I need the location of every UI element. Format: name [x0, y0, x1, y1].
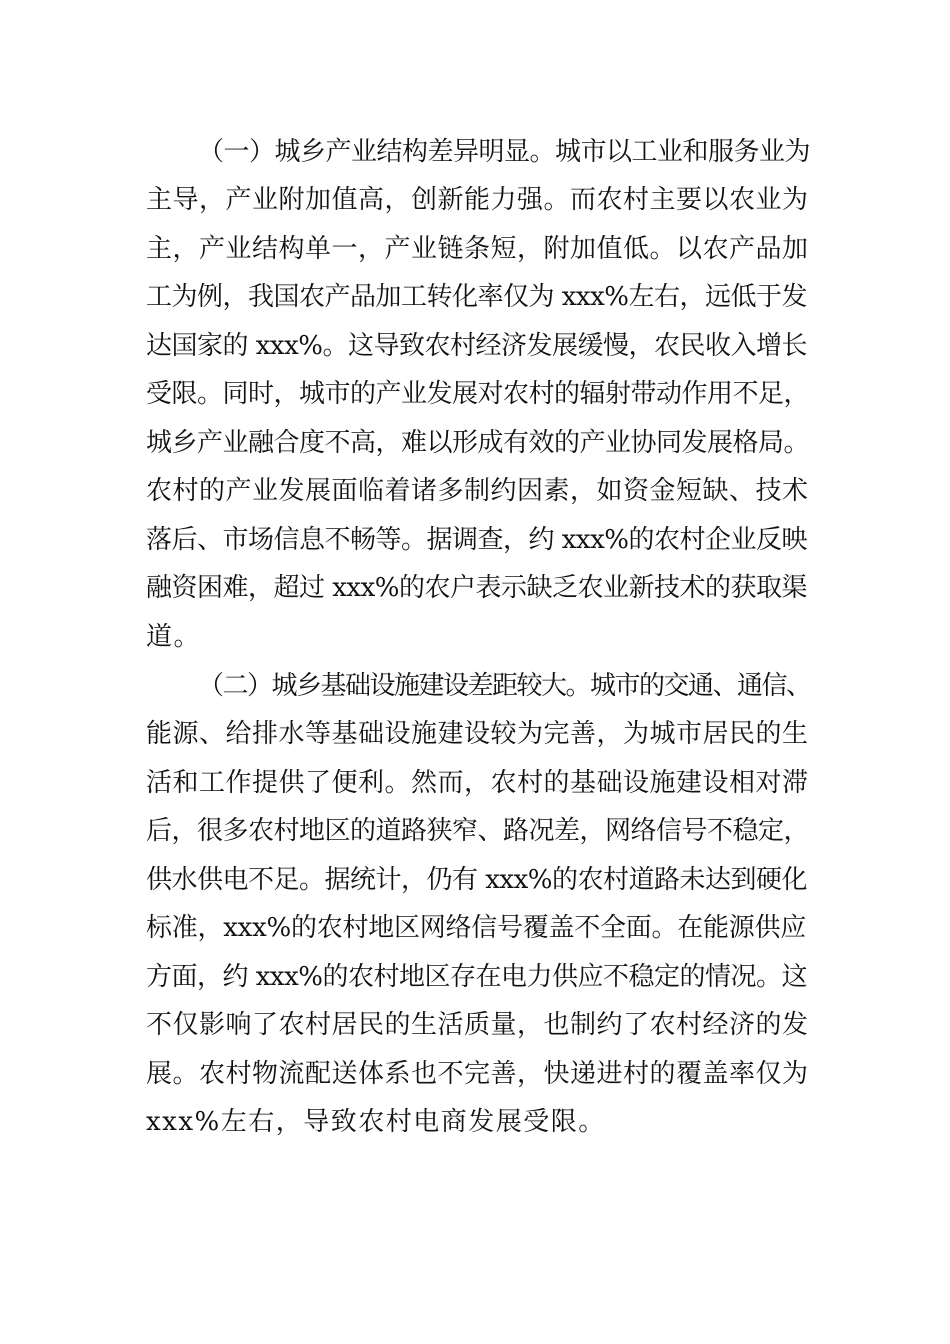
paragraph-2-line-5: 供水供电不足。据统计，仍有 xxx%的农村道路未达到硬化 [146, 865, 807, 895]
paragraph-2-line-2: 能源、给排水等基础设施建设较为完善，为城市居民的生 [146, 719, 809, 749]
paragraph-2-line-7: 方面，约 xxx%的农村地区存在电力供应不稳定的情况。这 [146, 962, 807, 992]
paragraph-1-line-8: 农村的产业发展面临着诸多制约因素，如资金短缺、技术 [146, 476, 809, 506]
paragraph-1-line-4: 工为例，我国农产品加工转化率仅为 xxx%左右，远低于发 [146, 282, 807, 312]
paragraph-1-line-9: 落后、市场信息不畅等。据调查，约 xxx%的农村企业反映 [146, 525, 807, 555]
paragraph-1-line-11: 道。 [146, 622, 202, 652]
paragraph-2-line-4: 后，很多农村地区的道路狭窄、路况差，网络信号不稳定， [146, 816, 810, 846]
paragraph-2-line-8: 不仅影响了农村居民的生活质量，也制约了农村经济的发 [146, 1010, 809, 1040]
paragraph-1-line-2: 主导，产业附加值高，创新能力强。而农村主要以农业为 [146, 185, 809, 215]
paragraph-2-line-9: 展。农村物流配送体系也不完善，快递进村的覆盖率仅为 [146, 1059, 809, 1089]
paragraph-1-line-10: 融资困难，超过 xxx%的农户表示缺乏农业新技术的获取渠 [146, 573, 807, 603]
paragraph-2-line-6: 标准，xxx%的农村地区网络信号覆盖不全面。在能源供应 [146, 913, 806, 943]
paragraph-2-line-3: 活和工作提供了便利。然而，农村的基础设施建设相对滞 [146, 768, 809, 798]
paragraph-1-line-6: 受限。同时，城市的产业发展对农村的辐射带动作用不足， [146, 379, 810, 409]
paragraph-2-line-10: xxx%左右，导致农村电商发展受限。 [146, 1107, 606, 1137]
paragraph-2-line-1: （二）城乡基础设施建设差距较大。城市的交通、通信、 [198, 671, 811, 701]
paragraph-1-line-5: 达国家的 xxx%。这导致农村经济发展缓慢，农民收入增长 [146, 331, 807, 361]
paragraph-1-line-1: （一）城乡产业结构差异明显。城市以工业和服务业为 [198, 137, 811, 167]
paragraph-1-line-3: 主，产业结构单一，产业链条短，附加值低。以农产品加 [146, 234, 809, 264]
paragraph-1-line-7: 城乡产业融合度不高，难以形成有效的产业协同发展格局。 [146, 428, 810, 458]
